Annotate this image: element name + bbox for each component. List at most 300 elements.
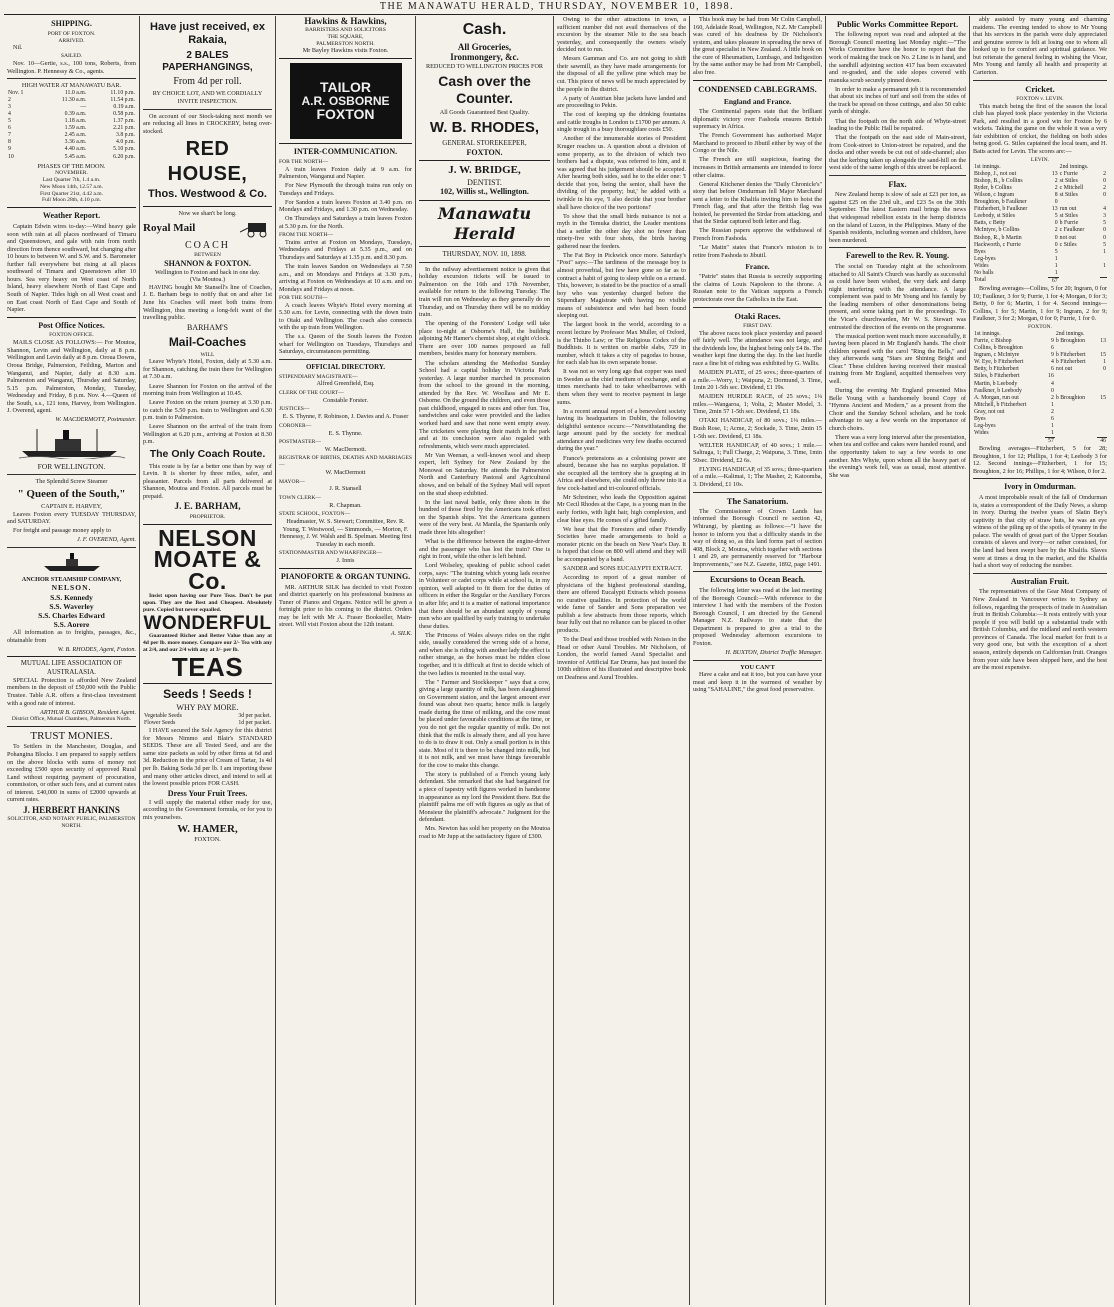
score-row-cell: 5: [1054, 213, 1058, 220]
score-row-cell: 0: [1054, 241, 1058, 248]
sanatorium-heading: The Sanatorium.: [726, 495, 789, 506]
score-row-cell: 1: [1054, 255, 1058, 262]
tide-row-cell: 11.54 p.m.: [110, 97, 135, 103]
tide-row: [7, 90, 136, 97]
cricket-heading: Cricket.: [1025, 83, 1055, 94]
tide-row-cell: 2: [8, 97, 11, 103]
stocktaking-text: On account of our Stock-taking next month we are reducing all lines in CROCKERY, being over-stocked.: [143, 112, 272, 135]
dress-fruit-trees: Dress Your Fruit Trees.: [167, 789, 248, 799]
score-row-cell: 1: [1103, 248, 1106, 255]
directory-role: CLERK OF THE COURT—: [279, 389, 344, 396]
score-row-cell: 4: [1050, 359, 1054, 366]
score-row-cell: 5: [1103, 220, 1106, 227]
score-row-cell: Batts, c Betty: [974, 220, 1006, 227]
score-row-cell: 13: [1100, 338, 1106, 345]
innings-label: 1st innings.: [974, 331, 1001, 338]
news-paragraph: The scholars attending the Methodist Sunday School had a capital holiday in Victoria Park yesterday. A large number marched in procession from the school to the ground in the morning, attended by the Rev. W. Woollass and Mr E. Osborne. On the ground the children, and even those past childhood, engaged in races and other fun. Tea, sandwiches and cake were provided and the ladies worked hard and saw that none went empty away. The cricketers were playing their match in the park and at its conclusion were also regaled with refreshments, which were much appreciated.: [419, 359, 550, 450]
reduced-text: REDUCED TO WELLINGTON PRICES FOR: [425, 63, 544, 71]
score-row-cell: c Faulkner: [1059, 227, 1085, 234]
score-total-cell: [1100, 277, 1107, 285]
train-north-item: A train leaves Foxton daily at 9 a.m. for Palmerston, Wanganui and Napier.: [279, 165, 412, 181]
coach-oneday: Wellington to Foxton and back in one day.: [155, 268, 260, 276]
from-north-list: [279, 239, 412, 293]
hawkins-name: Hawkins & Hawkins,: [304, 16, 387, 26]
score-row: [973, 235, 1107, 242]
news-paragraph: To the Deaf and those troubled with Noises in the Head or other Aural Troubles. Mr Nicholson, of London, the world famed Aural Specialist and inventor of Artificial Ear Drums, has just issued the 100th edition of his illustrated and descriptive book on Deafness and Aural Troubles.: [557, 635, 686, 681]
score-row: [973, 402, 1107, 409]
score-row-cell: c Furrie: [1059, 170, 1078, 177]
train-south-item: The s.s. Queen of the South leaves the Foxton wharf for Wellington on Tuesdays, Thursdays and Saturdays, circumstances permitting.: [279, 333, 412, 356]
bridge-address: 102, Willis st., Wellington.: [440, 187, 529, 197]
tide-row-cell: 6: [8, 125, 11, 132]
score-row-cell: Ryder, b Collins: [974, 185, 1012, 192]
france-text: "Patrie" states that Russia is secretly supporting the claims of Louis Napoleon to the throne. A Russian note to the Vatican supports a French protectorate over the Catholics in the East.: [693, 273, 822, 304]
score-row-cell: 2: [1103, 170, 1106, 177]
ivory-text: A most improbable result of the fall of Omdurman is, states a correspondent of the Daily News, a slump in ivory. During the twelve years of Slatin Bey's captivity in that city of straw huts, he was an eye witness of the piling up of the spoils of tyranny in the palace. The wealth of great part of the Upper Soudan consists of slaves and ivory—or rather consisted, for the land had been swept bare by the Khalifa. Slaves were at times a drug in the market, and the Khalifa had a short way of reducing the number.: [973, 494, 1107, 570]
score-row-cell: 1: [1054, 269, 1058, 276]
mutual-life-text: SPECIAL Protection is afforded New Zealand members in the deposit of £50,000 with the Public Trustee. Table A.R. offers a first-class investment with a good rate of interest.: [7, 676, 136, 707]
tide-row-cell: 4.0 p.m.: [115, 139, 135, 146]
tide-row-cell: —: [80, 104, 87, 111]
sailed-heading: SAILED.: [60, 53, 83, 60]
tide-row-cell: 2.21 p.m.: [113, 125, 135, 132]
excursions-text: The following letter was read at the last meeting of the Borough Council:—With reference to the interview I had with the members of the Foxton Borough Council, I am directed by the General Manager N.Z. Railways to state that the Department is prepared to give a trial to the proposed Wednesday afternoon excursions to Foxton.: [693, 587, 822, 648]
news-paragraph: In a recent annual report of a benevolent society having its headquarters in Dublin, the following delightful sentence occurs:—"Notwithstanding the large amount paid by the society for medical attendance and medicines very few deaths occurred during the year.": [557, 407, 686, 453]
barristers: BARRISTERS AND SOLICITORS: [305, 26, 386, 33]
now-we-shant: Now we shan't be long.: [178, 210, 237, 218]
sailing-days: Leaves Foxton every TUESDAY THURSDAY, and SATURDAY.: [7, 510, 136, 526]
score-row: [973, 373, 1107, 380]
score-row-cell: 5: [1103, 241, 1106, 248]
official-directory-heading: OFFICIAL DIRECTORY.: [305, 363, 386, 372]
only-coach-route: The Only Coach Route.: [149, 448, 266, 460]
score-row-cell: Wilson, c Ingram: [974, 192, 1015, 199]
nelson-moate: NELSON MOATE & Co.: [153, 524, 262, 595]
post-office-heading: Post Office Notices.: [38, 320, 105, 330]
dateline: THURSDAY, NOV. 10, 1898.: [442, 250, 527, 259]
column-7: [826, 16, 970, 1305]
gibson-signature: ARTHUR B. GIBSON, Resident Agent.: [40, 708, 136, 716]
sailed-text: Nov. 10—Gertie, s.s., 100 tons, Roberts, from Wellington. P. Hennessy & Co., agents.: [7, 60, 136, 75]
mail-coach-item: Leave Shannon on the arrival of the train from Wellington at 6.20 p.m., arriving at Foxton at 8.30 p.m.: [143, 423, 272, 446]
train-from-north-item: The train leaves Sandon on Wednesdays at 7.50 a.m., and on Mondays and Fridays at 3.30 p.m., arriving at Foxton on Wednesdays at 10 a.m. and on Mondays and Fridays at noon.: [279, 263, 412, 293]
tide-row-cell: 4: [8, 111, 11, 118]
moon-phase: First Quarter 21st, 4.42 a.m.: [39, 190, 104, 197]
score-row: [973, 423, 1107, 430]
otaki-text: The above races took place yesterday and passed off fairly well. The attendance was not large, and the dividends low, the highest being only £4 8s. The weather kept fine during the day. In the last hurdle race a fine bit of riding was exhibited by G. Wallis.: [693, 329, 822, 367]
the-square: THE SQUARE,: [327, 33, 364, 40]
score-total-cell: [1055, 438, 1097, 446]
cable-paragraph: "Le Matin" states that France's mission is to retire from Fashoda to Jibutil.: [693, 244, 822, 259]
tide-row-cell: 9: [8, 146, 11, 153]
score-total-row: [973, 438, 1107, 446]
tide-row-cell: 10: [8, 153, 14, 160]
score-row-cell: 9: [1050, 352, 1054, 359]
score-row-cell: 0: [1054, 234, 1058, 241]
moon-phase: Last Quarter 7th, 1.4 a.m.: [42, 176, 101, 183]
tide-row: [7, 111, 136, 118]
score-row-cell: 13: [1051, 206, 1058, 213]
score-row-cell: Furrie, c Bishop: [974, 338, 1012, 345]
ironmongery: Ironmongery, &c.: [450, 52, 519, 63]
cable-paragraph: The French Government has authorised Major Marchand to proceed to Jibutil either by way of the Congo or the Nile.: [693, 132, 822, 155]
moon-heading: PHASES OF THE MOON.: [37, 162, 106, 170]
via-moutoa: (Via Moutoa.): [189, 276, 226, 284]
from-north-label: FROM THE NORTH—: [279, 232, 333, 239]
score-row: [973, 249, 1107, 256]
score-row-cell: 0: [1103, 366, 1106, 373]
score-row-cell: 1: [1103, 359, 1106, 366]
score-row-cell: 6: [1050, 366, 1054, 373]
between-label: BETWEEN: [194, 252, 221, 259]
tide-row: [7, 104, 136, 111]
postmaster-signature: W. MACDERMOTT, Postmaster.: [55, 416, 136, 424]
palmerston-north: PALMERSTON NORTH.: [316, 40, 375, 47]
anchor-info: All information as to freights, passages, &c., obtainable from: [7, 629, 136, 644]
tide-row: [7, 146, 136, 153]
news-paragraph: What is the difference between the engine-driver and the passenger who has lost the train? One is right in front, while the other is left behind.: [419, 537, 550, 561]
score-row-cell: 4: [1050, 380, 1054, 387]
news-paragraph: Owing to the other attractions in town, a sufficient number did not avail themselves of the excursion by the steamer Nile to the sea beach yesterday, and consequently the owners wisely decided not to run.: [557, 16, 686, 54]
tide-row-cell: 11.30 a.m.: [61, 97, 87, 103]
race-result: MAIDEN PLATE, of 25 sovs.; three-quarters of a mile.—Worry, 1; Waipuna, 2; Dormund, 3. Time, 1min 20 1-5th sec. Dividend, £1 19s.: [693, 369, 822, 392]
farewell-paragraph: The social on Tuesday night at the schoolroom attached to All Saint's Church was hardly as successful as could have been wished, the very dark and damp night interfering with the attendance. A large complement was paid to Mr Young and his family by the leading members of other denominations being present, and some taking part in the proceedings. To the Vicar's churchwarden, Mr W. S. Stewart was entrusted the direction of the events on the programme.: [829, 263, 966, 331]
score-row-cell: run out: [1059, 206, 1077, 213]
cable-paragraph: The Russian papers approve the withdrawal of French from Fashoda.: [693, 227, 822, 242]
score-row-cell: b Fitzherbert: [1055, 359, 1086, 366]
official-directory: [279, 374, 412, 565]
news-paragraphs: [557, 16, 686, 681]
news-paragraph: Mr Schreiner, who leads the Opposition against Mr Cecil Rhodes at the Cape, is a young man in the early forties, with light hair, high complexion, and clear blue eyes. He comes of a gifted family.: [557, 493, 686, 524]
tide-row-cell: 6.20 p.m.: [113, 153, 135, 160]
directory-role: POSTMASTER—: [279, 439, 321, 446]
levin-bowling: Bowling averages—Collins, 5 for 20; Ingram, 0 for 10; Faulkner, 3 for 9; Furrie, 1 for 4; Morgan, 0 for 3; Betty, 0 for 6; Martin, 1 for 4. Second innings—Collins, 1 for 5; Martin, 1 for 9; Ingram, 2 for 9; Faulkner, 3 for 2; Morgan, 0 for 0; Furrie, 1 for 0.: [973, 284, 1107, 323]
score-row-cell: Collins, b Broughton: [974, 345, 1023, 352]
guaranteed-text: Guaranteed Richer and Better Value than any at 4d per lb. more money. Compare our 2/- Tea with any at 2/4, and our 2/4 with any at 3/- per lb.: [143, 633, 272, 653]
tailor-line: TAILOR: [319, 78, 372, 95]
score-row: [973, 171, 1107, 178]
why-pay-more: WHY PAY MORE.: [176, 703, 239, 713]
score-row-cell: 13: [1051, 170, 1058, 177]
you-cant-heading: YOU CAN'T: [740, 663, 775, 671]
score-row: [973, 178, 1107, 185]
score-row-cell: [1055, 402, 1097, 409]
news-paragraph: Another of the innumerable stories of President Kruger reaches us. A question about a division of some property, as to the division of which two brothers had a dispute, was referred to him, and it was agreed that his judgement should be accepted. After hearing both sides, said he to the elder one: 'I decide that you, being the senior, shall have the dividing of the property; but,' he added with a twinkle in his eye, 'I also decide that your brother shall have choice of the two portions!': [557, 135, 686, 211]
score-row-cell: [1055, 409, 1097, 416]
for-wellington: FOR WELLINGTON.: [37, 461, 106, 471]
fruit-text: The representatives of the Gear Meat Company of New Zealand in Vancouver writes to Sydney as follows, regarding the prospects of trade in Australian fruit in British Columbia:—It rests entirely with your people if you will build up a substantial trade with British Columbia, and the midland and north western provinces of Canada. The local market for fruit is a very good one, but with the exception of a short season, entirely depends on Californian fruit. Oranges from your side have been shipped here, and the best are the most expensive.: [973, 588, 1107, 672]
directory-holder: W. MacDermott.: [324, 445, 367, 453]
innings-label: 2nd innings.: [1055, 331, 1085, 338]
tide-row-cell: 3.36 a.m.: [64, 139, 87, 146]
news-paragraph: The largest book in the world, according to a recent lecture by Professor Max Muller, of Oxford, is the Thinbo Law; or The Religious Codex of the Buddhists. It is written on marble slabs, 729 in number, which it takes a city of pagodas to house, for each slab has its own separate house.: [557, 321, 686, 367]
deafness-book-text: This book may be had from Mr Colin Campbell, 160, Adelaide Road, Wellington, N.Z. Mr Campbell was cured of his deafness by Dr Nicholson's system, and takes pleasure in spreading the news of the great specialist in New Zealand. A little book on the cure of Rheumatism, Lumbago, and Indigestion by the same author may be had from Mr Campbell, also free.: [693, 16, 822, 76]
foxton-v-levin: FOXTON v. LEVIN.: [1016, 95, 1064, 102]
score-row: [973, 227, 1107, 234]
screw-steamer-title: The Splendid Screw Steamer: [35, 478, 108, 486]
directory-role: JUSTICES—: [279, 406, 310, 413]
moon-list: [7, 177, 136, 204]
news-paragraph: The cost of keeping up the drinking fountains and cattle troughs in London is £1700 per annum. A single trough in a busy thoroughfare costs £50.: [557, 111, 686, 134]
weather-text: Captain Edwin wires to-day:—Wind heavy gale soon with rain at all places northward of Timaru and Queenstown, and gale with rain from north direction from thence southward, but changing after 10 hours to between W. and S.W. and S. Barometer further fall everywhere but rising at all places southward of Timaru and Queenstown after 10 hours. Sea very heavy on West coast of North Island, heavy elsewhere North of East Cape and South of Napier. Tides high on all West coast and on East coast North of East Cape and South of Napier.: [7, 222, 136, 314]
score-row-cell: [1059, 249, 1101, 256]
shipping-heading: SHIPPING.: [51, 19, 92, 28]
inter-communication-heading: INTER-COMMUNICATION.: [293, 146, 398, 156]
score-row-cell: 6: [1050, 415, 1054, 422]
report-paragraph: That the footpath on the north side of Whyte-street leading to the Public Hall be repaired.: [829, 117, 966, 133]
score-row-cell: [1059, 199, 1101, 206]
tide-row-cell: 7: [8, 132, 11, 139]
news-paragraph: In the last naval battle, only three shots in the hundred of those fired by the Americans took effect on the Spanish ships. Yet the Americans gunners were of the very best. At Manila, the Spaniards only made three hits altogether!: [419, 498, 550, 536]
score-row-cell: [1055, 416, 1097, 423]
piano-tuning-heading: PIANOFORTE & ORGAN TUNING.: [280, 571, 411, 581]
farewell-heading: Farewell to the Rev. R. Young.: [845, 251, 950, 261]
score-row-cell: 4: [1103, 206, 1106, 213]
score-row-cell: 0: [1103, 234, 1106, 241]
news-paragraph: France's pretensions as a colonising power are absurd, because she has no surplus population. If she occupied all the territory she is grasping at in Africa and elsewhere, she could only throw into it a few cock-hatted and tri-coloured officials.: [557, 454, 686, 492]
score-row-cell: 2: [1054, 227, 1058, 234]
innings-label: 2nd innings.: [1059, 163, 1089, 170]
england-france-paragraphs: [693, 108, 822, 259]
levin-heading: LEVIN.: [1030, 157, 1050, 164]
score-row-cell: 6: [1050, 345, 1054, 352]
seed-price-row: [143, 713, 272, 720]
foxton-bowling: Bowling averages—Fitzherbert, 5 for 28; Broughton, 1 for 12; Phillips, 1 for 4; Leebody 3 for 12. Second innings—Fitzherbert, 1 for 15; Broughton, 2 for 16; Phillips, 1 for 4; Wilson, 0 for 2.: [973, 445, 1107, 475]
score-row-cell: 2: [1054, 185, 1058, 192]
score-row: [973, 359, 1107, 366]
score-row: [973, 366, 1107, 373]
tide-row-cell: 3: [8, 104, 11, 111]
first-day: FIRST DAY.: [743, 322, 772, 329]
seeds-text: I HAVE secured the Sole Agency for this district for Messrs Nimmo and Blair's STANDARD SEEDS. These are all Tested Seed, and are the same size packets as sold by other firms at 6d and 3d. Reduction in the price of Cream of Tartar, 1s 4d per lb. Baking Soda 3d per lb. I am importing these and many other articles direct, and intend to sell at the lowest possible prices FOR CASH.: [143, 727, 272, 788]
proprietor: PROPRIETOR.: [189, 513, 226, 520]
moon-phase: Full Moon 28th, 4.10 p.m.: [41, 197, 102, 204]
score-row-cell: Bishop, J., not out: [974, 170, 1017, 177]
hankins-sub: SOLICITOR, AND NOTARY PUBLIC, PALMERSTON NORTH.: [7, 816, 136, 830]
tide-row-cell: 8: [8, 139, 11, 146]
choice-lot: RY CHOICE LOT, AND WE CORDIALLY INVITE INSPECTION.: [152, 90, 263, 105]
cash-over-counter: Cash over the Counter.: [438, 73, 531, 107]
hamer-name: W. HAMER,: [177, 823, 238, 836]
report-paragraph: In order to make a permanent job it is recommended that about six inches of turf and soil from the sides of the track be spread on those cuttings, and also 50 cubic yards of shingle.: [829, 85, 966, 116]
seeds-heading: Seeds ! Seeds !: [163, 686, 252, 701]
condensed-cablegrams-heading: CONDENSED CABLEGRAMS.: [698, 83, 817, 94]
route-text: This route is by far a better one than by way of Levin. It is shorter by three miles, safer, and pleasanter. Parcels from all parts delivered at Shannon, Moutoa and Foxton. All parcels must be prepaid.: [143, 462, 272, 501]
gibson-address: District Office, Mutual Chambers, Palmerston North.: [11, 716, 132, 723]
score-row: [973, 416, 1107, 423]
anchor-company: ANCHOR STEAMSHIP COMPANY,: [21, 575, 122, 583]
directory-role: CORONER—: [279, 422, 312, 429]
score-row: [973, 430, 1107, 438]
barhams: BARHAM'S: [186, 323, 228, 333]
score-row-cell: not out: [1055, 366, 1073, 373]
tide-row-cell: 5: [8, 118, 11, 125]
score-row-cell: 0: [1050, 387, 1054, 394]
innings-header: [973, 164, 1107, 171]
score-row-cell: [1055, 373, 1097, 380]
bridge-name: J. W. BRIDGE,: [448, 164, 521, 177]
moon-phase: New Moon 14th, 12.57 a.m.: [39, 183, 104, 190]
tide-row-cell: 1.59 a.m.: [64, 125, 87, 132]
race-result: FLYING HANDICAP, of 35 sovs.; three-quarters of a mile.—Kalimai, 1; The Masher, 2; Katoomba, 3. Dividend, £1 10s.: [693, 465, 822, 488]
small-steamer-icon: [42, 551, 102, 573]
score-row: [973, 263, 1107, 270]
coach-icon: [240, 220, 272, 238]
score-row: [973, 270, 1107, 278]
score-row-cell: 2: [1050, 394, 1054, 401]
score-row-cell: [1055, 345, 1097, 352]
score-total-cell: [1059, 277, 1101, 285]
directory-role: TOWN CLERK—: [279, 495, 322, 501]
ship-name: S.S. Waverley: [49, 601, 94, 611]
score-row-cell: Wides: [974, 429, 989, 436]
teas: TEAS: [171, 651, 244, 682]
score-row-cell: Bishop, R., b Martin: [974, 234, 1022, 241]
excursions-heading: Excursions to Ocean Beach.: [709, 575, 806, 585]
score-row-cell: st Stiles: [1059, 192, 1078, 199]
hawkins-visits: Mr Bayley Hawkins visits Foxton.: [302, 47, 389, 55]
score-row: [973, 338, 1107, 345]
score-row-cell: 15: [1100, 394, 1106, 401]
cable-paragraph: General Kitchener denies the "Daily Chronicle's" story that before Omdurman fell Major Marchand sent a letter to the Khalifa inviting him to hoist the French flag, and that after the British flag was hoisted, he prevented the Sirdar from attacking, and that the Sirdar captured both letter and flag.: [693, 180, 822, 226]
score-row-cell: Hackworth, c Furrie: [974, 241, 1021, 248]
post-office-sub: FOXTON OFFICE.: [49, 332, 94, 339]
score-row-cell: 0: [1103, 192, 1106, 199]
innings-label: 1st innings.: [974, 163, 1001, 170]
score-row: [973, 409, 1107, 416]
column-6: [690, 16, 826, 1305]
tide-row-cell: 11.10 p.m.: [110, 89, 135, 96]
tide-row-cell: 4.40 a.m.: [64, 146, 87, 153]
foxton-scorecard: [973, 331, 1107, 445]
race-result: WELTER HANDICAP, of 40 sovs.; 1 mile.—Saltraga, 1; Full Charge, 2; Waipuna, 3. Time, 1min 50sec. Dividend, £2 6s.: [693, 441, 822, 464]
tide-row: [7, 139, 136, 146]
train-north-item: For New Plymouth the through trains run only on Tuesdays and Fridays.: [279, 182, 412, 197]
news-paragraph: Lord Wolseley, speaking of public school cadet corps, says: "The training which young lads receive in Volunteer or cadet corps while at school is, in my opinion, well adapted to fit them for the duties of officers in either the Regular or the Auxiliary Forces in after life; and it is a matter of national importance that there should be an abundant supply of young men who are qualified by early training to undertake these duties.: [419, 562, 550, 630]
news-paragraph: In the railway advertisement notice is given that holiday excursion tickets will be issued to Palmerston on the 16th and 17th November, available for return to the following Tuesday. The train will run on Wednesday as they generally do on Thursday, and on Thursday there will be no midday train.: [419, 265, 550, 319]
cable-paragraph: The French are still suspicious, fearing the increases in British armaments are intended to force other claims.: [693, 156, 822, 179]
farewell-paragraph: There was a very long interval after the presentation, when tea and coffee and cakes were handed round, and the opportunity taken to say a few words to one another. Mrs Whyte, upon whom all the heavy part of the evening's work fell, was as usual, most attentive. She was: [829, 433, 966, 479]
steamer-illustration-icon: [17, 427, 127, 459]
score-row-cell: [1055, 388, 1097, 395]
arrived-heading: ARRIVED.: [58, 37, 85, 44]
score-row: [973, 199, 1107, 206]
red-house: RED HOUSE,: [167, 138, 248, 185]
score-row-cell: A. Morgan, run out: [974, 394, 1019, 401]
score-row: [973, 192, 1107, 199]
column-1: [4, 16, 140, 1305]
news-paragraph: We hear that the Foresters and other Friendly Societies have made arrangements to hold a monster picnic on the beach on New Year's Day. It is hoped that close on 800 will attend and they will be accompanied by a band.: [557, 525, 686, 563]
column-8: [970, 16, 1110, 1305]
coach-body: HAVING bought Mr Stansell's line of Coaches, J. E. Barham begs to notify that on and after 1st June his Coaches will meet both trains from Wellington, thus meeting a long-felt want of the travelling public.: [143, 283, 272, 322]
england-france-heading: England and France.: [723, 96, 792, 106]
column-2: [140, 16, 276, 1305]
for-south-list: [279, 302, 412, 356]
score-row: [973, 242, 1107, 249]
mail-coach-item: Leave Whyte's Hotel, Foxton, daily at 5.30 a.m. for Shannon, catching the train there for Wellington at 7.30 a.m.: [143, 358, 272, 381]
high-water-heading: HIGH WATER AT MANAWATU BAR.: [21, 82, 122, 90]
queen-of-the-south: " Queen of the South,": [17, 487, 126, 500]
score-row-cell: [1097, 423, 1107, 430]
blank: [1048, 164, 1059, 171]
score-row-cell: [1097, 430, 1107, 438]
news-paragraph: The story is published of a French young lady defendant. She remarked that she had bargained for a piece of tapestry with figures worked in handsome in appearance as my lord the President there. But the plaintiff palms me off with figures as ugly as that of Monsieur the plaintiff's advocate." Judgment for the defendant.: [419, 770, 550, 824]
tide-row: [7, 132, 136, 139]
score-row-cell: 1: [1050, 429, 1054, 436]
score-row-cell: Broughton, b Faulkner: [974, 199, 1027, 206]
buxton-signature: H. BUXTON, District Traffic Manager.: [725, 649, 822, 657]
score-row-cell: [1097, 381, 1107, 388]
score-row-cell: 15: [1100, 352, 1106, 359]
captain: CAPTAIN E. HARVEY,: [41, 503, 102, 511]
mail-coach-schedule: [143, 358, 272, 446]
score-row-cell: W. Eye, b Fitzherbert: [974, 359, 1024, 366]
post-office-text: MAILS CLOSE AS FOLLOWS:— For Moutoa, Shannon, Levin and Wellington, daily at 8 p.m. Wellington and Levin daily at 8 p.m. Oroua Downs, Oroua Bridge, Palmerston, Feilding, Marton and Wanganui, and Napier, daily at 8.30 a.m. Palmerston and Wanganui, Thursday and Saturday, 5.15 p.m. Palmerston, Monday, Tuesday, Wednesday and Friday, 8 p.m. Nov. 4.—Queen of the South, s.s., 121 tons, Harvey, from Wellington. J. Overend, agent.: [7, 339, 136, 415]
score-total-cell: 67: [1048, 277, 1059, 285]
blank: [1045, 331, 1055, 338]
westwood-name: Thos. Westwood & Co.: [148, 187, 267, 200]
tide-row-cell: 0.58 p.m.: [113, 111, 135, 118]
score-row-cell: [1097, 416, 1107, 423]
score-row-cell: [1097, 402, 1107, 409]
coach-label: COACH: [184, 239, 230, 251]
score-row: [973, 345, 1107, 352]
score-row: [973, 185, 1107, 192]
score-row-cell: [1059, 263, 1101, 270]
wonderful: WONDERFUL: [143, 612, 272, 634]
score-row-cell: Gray, not out: [974, 408, 1005, 415]
seed-price-row-cell: 1d per packet.: [238, 720, 271, 727]
score-row-cell: b Broughton: [1055, 338, 1085, 345]
for-south-label: FOR THE SOUTH—: [279, 294, 328, 301]
tailor-line: FOXTON: [316, 106, 375, 123]
shannon-foxton: SHANNON & FOXTON.: [164, 258, 251, 268]
score-row-cell: 16: [1048, 373, 1054, 380]
score-row: [973, 213, 1107, 220]
directory-holder: J. R. Stansell: [329, 485, 362, 493]
score-row-cell: b Furrie: [1059, 220, 1079, 227]
score-row-cell: Ingram, c McIntyre: [974, 352, 1020, 359]
mail-coaches: Mail-Coaches: [168, 334, 247, 349]
score-row-cell: Martin, b Leebody: [974, 380, 1018, 387]
tide-row: [7, 125, 136, 132]
train-north-item: On Thursdays and Saturdays a train leaves Foxton at 5.30 p.m. for the North.: [279, 215, 412, 230]
directory-role: STATIONMASTER AND WHARFINGER—: [279, 550, 382, 557]
farewell-paragraphs: [829, 263, 966, 479]
tide-row: [7, 154, 136, 161]
news-paragraph: To show that the small birds nuisance is not a myth in the Temuka district, the Leader mentions that a settler the other day shot no fewer than ninety-five with four shots, the birds having gathered near the feeders.: [557, 212, 686, 250]
score-row-cell: Leg-byes: [974, 422, 996, 429]
moon-month: NOVEMBER.: [55, 170, 88, 177]
news-paragraph: The Fat Boy in Pickwick once more. Saturday's "Post" says:—The tardiness of the message boy is almost proverbial, but few have gone so far as to contract a habit of going to sleep while on a errand. This, however, is stated to be the practice of a small boy who was yesterday charged before the Stipendiary Magistrate with having no visible means of subsistence and who had been found sleeping out.: [557, 251, 686, 320]
score-row-cell: No balls: [974, 269, 994, 276]
tide-row-cell: 0.39 a.m.: [64, 111, 87, 118]
ship-list: [7, 593, 136, 630]
directory-role: MAYOR—: [279, 478, 305, 485]
score-total-cell: 46: [1097, 438, 1107, 446]
score-row-cell: 3: [1103, 213, 1106, 220]
score-row-cell: Byes: [974, 415, 986, 422]
news-paragraph: Mrs. Newton has sold her property on the Moutoa road to Mr Jupp at the satisfactory figure of £300.: [419, 825, 550, 840]
ship-name: S.S. Aorere: [53, 619, 90, 629]
blank: [1097, 331, 1107, 338]
tide-row-cell: 0.19 a.m.: [113, 104, 135, 111]
score-row-cell: 2: [1050, 408, 1054, 415]
score-row-cell: c Stiles: [1059, 241, 1077, 248]
score-row-cell: McIntyre, b Collins: [974, 227, 1020, 234]
score-row-cell: st Stiles: [1059, 178, 1078, 185]
cash-heading: Cash.: [462, 21, 507, 38]
